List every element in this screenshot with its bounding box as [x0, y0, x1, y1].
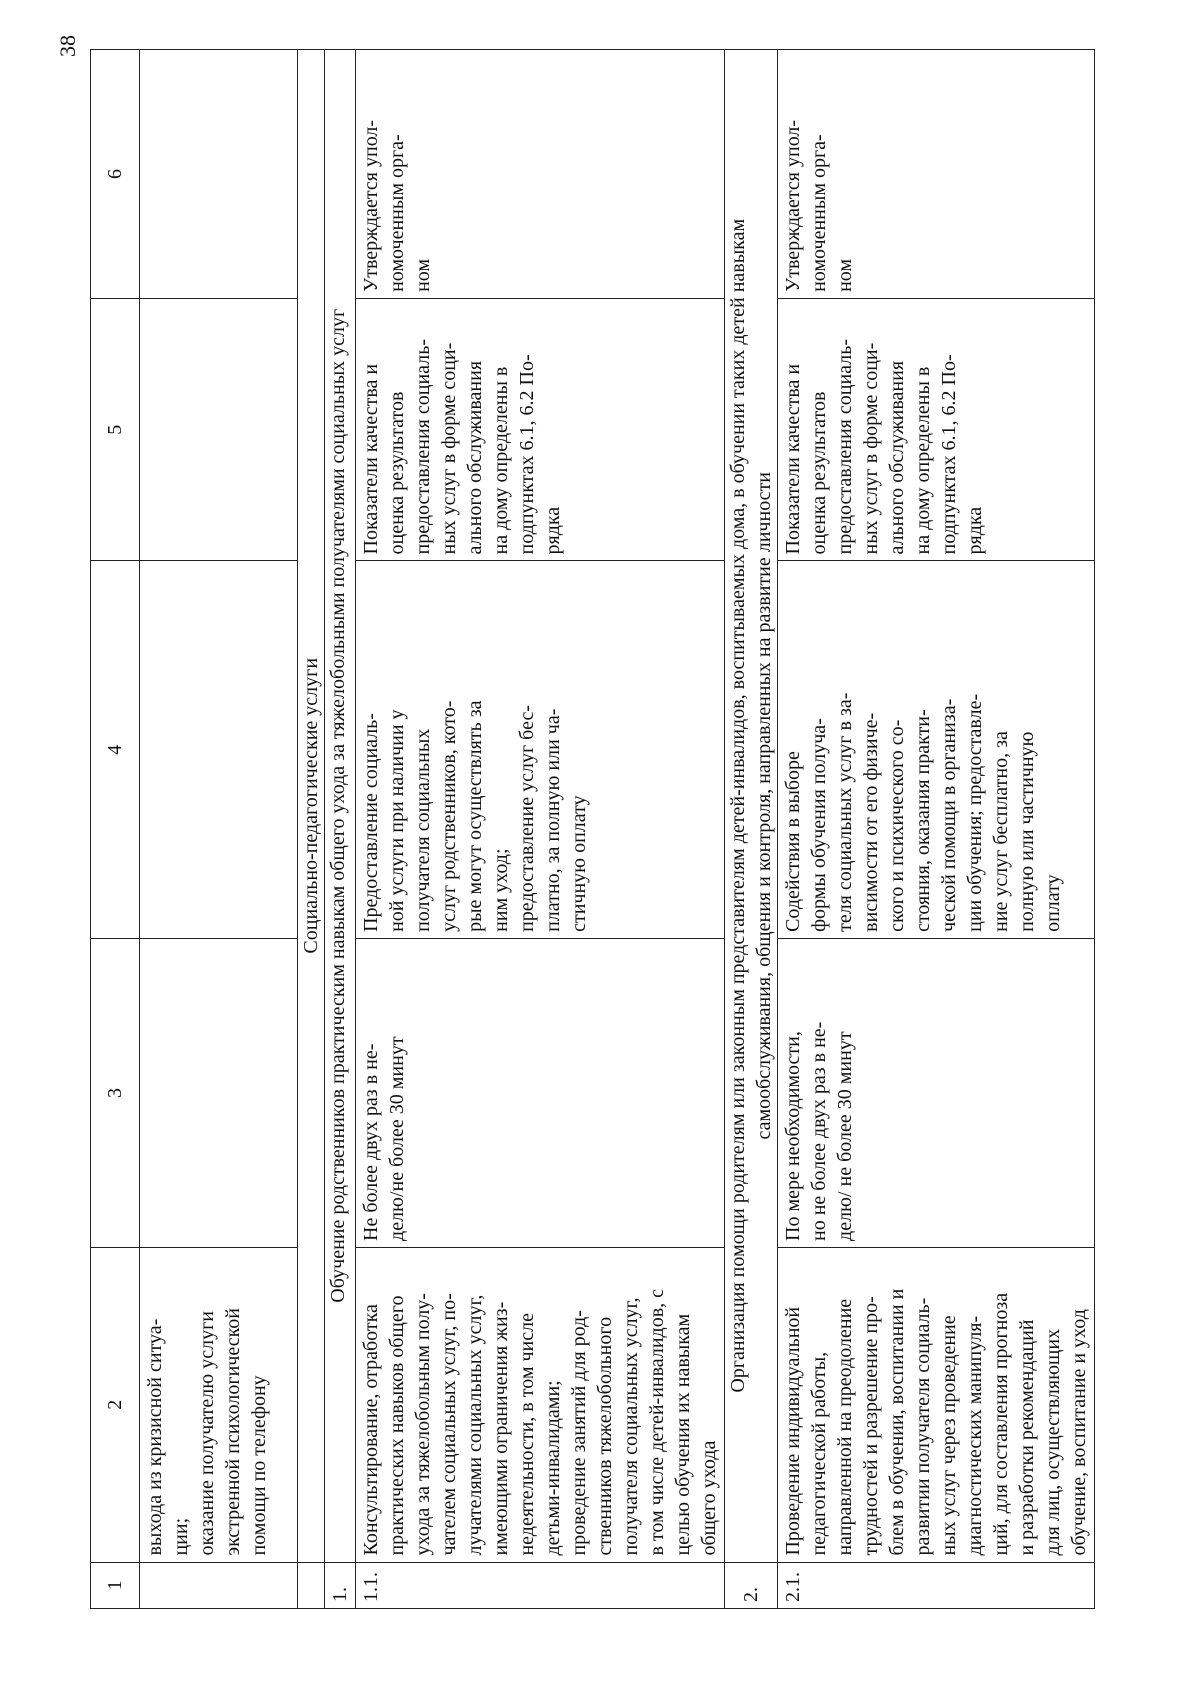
- col-header-1: 1: [91, 1562, 140, 1608]
- service-2-1-conditions: Содействия в выборе формы обучения получа- теля социальных услуг в за- висимости от его физиче- ского и психического со- стояния, оказания практи- ческой помощи в организа- ции обучения; предоставле- ние услуг бесплатно, за полную или частичную оплату: [778, 561, 1095, 938]
- service-1-number: 1.: [325, 1562, 356, 1608]
- service-1-1-frequency: Не более двух раз в не- делю/не более 30 минут: [356, 938, 725, 1247]
- col-header-3: 3: [91, 938, 140, 1247]
- continued-row: [140, 50, 298, 1609]
- service-2-1-quality: Показатели качества и оценка результатов предоставления социаль- ных услуг в форме соци- ального обслуживания на дому определены в подпунктах 6.1, 6.2 По- рядка: [778, 298, 1095, 561]
- service-2-1-content: Проведение индивидуальной педагогической работы, направленной на преодоление трудностей и разрешение про- блем в обучении, воспитании и развитии получателя социаль- ных услуг через проведение диагностических манипуля- ций, для составления прогноза и разработки рекомендаций для лиц, осуществляющих обучение, воспитание и уход: [778, 1247, 1095, 1562]
- service-2-1-number: 2.1.: [778, 1562, 1095, 1608]
- col-header-6: 6: [91, 50, 140, 299]
- service-1-title-row: [325, 50, 356, 1609]
- cont-col4: [140, 561, 298, 938]
- section-title: Социально-педагогические услуги: [298, 50, 325, 1563]
- col-header-5: 5: [91, 298, 140, 561]
- col-header-4: 4: [91, 561, 140, 938]
- service-1-1-quality: Показатели качества и оценка результатов предоставления социаль- ных услуг в форме соци- ального обслуживания на дому определены в подпунктах 6.1, 6.2 По- рядка: [356, 298, 725, 561]
- service-1-1-row: [356, 50, 725, 1609]
- cont-col5: [140, 298, 298, 561]
- service-1-1-conditions: Предоставление социаль- ной услуги при наличии у получателя социальных услуг родственников, кото- рые могут осуществлять за ним уход; предоставление услуг бес- платно, за полную или ча- стичную оплату: [356, 561, 725, 938]
- service-2-1-frequency: По мере необходимости, но не более двух раз в не- делю/ не более 30 минут: [778, 938, 1095, 1247]
- page-number: 38: [55, 35, 80, 57]
- service-2-title-row: [725, 50, 778, 1609]
- col-header-2: 2: [91, 1247, 140, 1562]
- service-2-1-row: [778, 50, 1095, 1609]
- section-title-row: [298, 50, 325, 1609]
- service-1-title: Обучение родственников практическим навыкам общего ухода за тяжелобольными получателями социальных услуг: [325, 50, 356, 1563]
- service-2-number: 2.: [725, 1562, 778, 1608]
- service-2-1-approval: Утверждается упол- номоченным орга- ном: [778, 50, 1095, 299]
- service-1-1-number: 1.1.: [356, 1562, 725, 1608]
- services-table: [90, 49, 1095, 1609]
- column-header-row: [91, 50, 140, 1609]
- service-1-1-approval: Утверждается упол- номоченным орга- ном: [356, 50, 725, 299]
- service-2-title: Организация помощи родителям или законным представителям детей-инвалидов, воспитываемых дома, в обучении таких детей навыкам самообслуживания, общения и контроля, направленных на развитие личности: [725, 50, 778, 1563]
- section-title-num: [298, 1562, 325, 1608]
- cont-col1: [140, 1562, 298, 1608]
- service-1-1-content: Консультирование, отработка практических навыков общего ухода за тяжелобольным полу- чателем социальных услуг, по- лучателями социальных услуг, имеющими ограничения жиз- недеятельности, в том числе детьми-инвалидами; проведение занятий для род- ственников тяжелобольного получателя социальных услуг, в том числе детей-инвалидов, с целью обучения их навыкам общего ухода: [356, 1247, 725, 1562]
- cont-col6: [140, 50, 298, 299]
- cont-col3: [140, 938, 298, 1247]
- cont-col2: выхода из кризисной ситуа- ции; оказание получателю услуги экстренной психологической помощи по телефону: [140, 1247, 298, 1562]
